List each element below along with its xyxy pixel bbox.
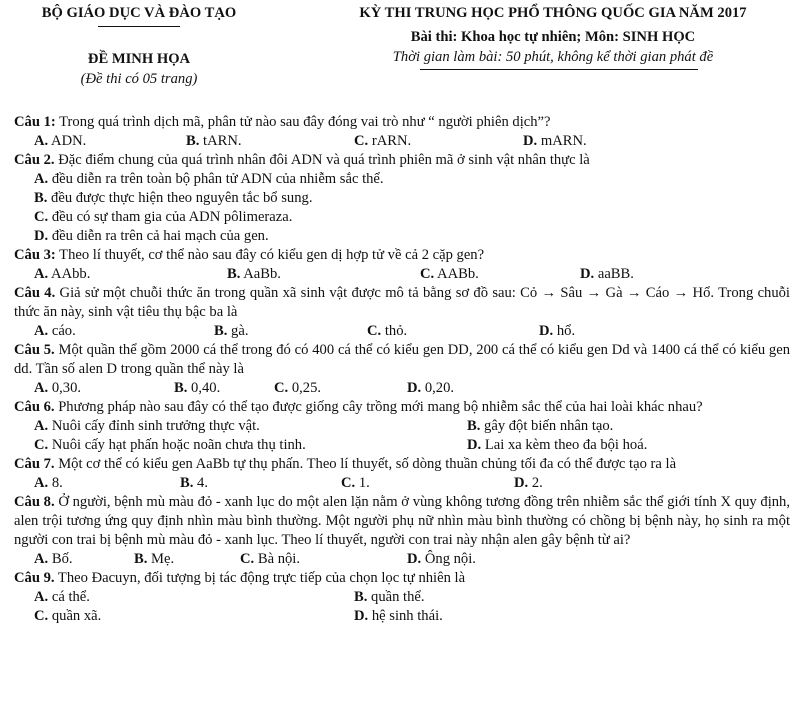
question-2 [14,151,790,246]
question-4 [14,284,790,341]
option-b: B. tARN. [186,133,242,149]
question-5 [14,341,790,398]
option-b: B. AaBb. [227,266,281,282]
option-a: A. cáo. [34,323,76,339]
header-rule-left [98,26,180,27]
question-label: Câu 5. [14,342,55,358]
question-text: Theo lí thuyết, cơ thể nào sau đây có kiểu gen dị hợp tử về cả 2 cặp gen? [55,247,485,263]
question-text: Trong quá trình dịch mã, phân tử nào sau đây đóng vai trò như “ người phiên dịch”? [55,114,551,130]
question-6 [14,398,790,455]
question-text: Ở người, bệnh mù màu đỏ - xanh lục do một alen lặn nằm ở vùng không tương đồng trên nhiễm sắc thể giới tính X quy định, alen trội tương ứng quy định nhìn màu bình thường. Một người phụ nữ nhìn màu bình thường có chồng bị bệnh này, họ sinh ra một người con trai bị bệnh mù màu đỏ - xanh lục. Theo lí thuyết, người con trai này nhận alen gây bệnh từ ai? [14,494,790,548]
option-c: C. đều có sự tham gia của ADN pôlimeraza. [34,209,293,225]
exam-title: KỲ THI TRUNG HỌC PHỔ THÔNG QUỐC GIA NĂM 2017 [359,5,747,21]
question-1 [14,113,790,151]
option-b: B. đều được thực hiện theo nguyên tắc bổ sung. [34,190,313,206]
option-c: C. AABb. [420,266,479,282]
question-text: Giả sử một chuỗi thức ăn trong quần xã sinh vật được mô tả bằng sơ đồ sau: Cỏ → Sâu → Gà → Cáo → Hổ. Trong chuỗi thức ăn này, sinh vật tiêu thụ bậc ba là [14,285,790,320]
exam-subject: Bài thi: Khoa học tự nhiên; Môn: SINH HỌC [410,29,696,45]
question-text: Đặc điểm chung của quá trình nhân đôi ADN và quá trình phiên mã ở sinh vật nhân thực là [54,152,590,168]
question-3 [14,246,790,284]
question-8 [14,493,790,569]
question-text: Một cơ thể có kiểu gen AaBb tự thụ phấn. Theo lí thuyết, số dòng thuần chủng tối đa có thể được tạo ra là [54,456,677,472]
option-d: D. aaBB. [580,266,634,282]
question-text: Phương pháp nào sau đây có thể tạo được giống cây trồng mới mang bộ nhiễm sắc thể của hai loài khác nhau? [54,399,703,415]
option-c: C. rARN. [354,133,412,149]
option-c: C. thỏ. [367,323,408,339]
question-label: Câu 2. [14,152,55,168]
question-7 [14,455,790,493]
option-c: C. Nuôi cấy hạt phấn hoặc noãn chưa thụ tinh. [34,437,306,453]
option-d: D. hổ. [539,323,576,339]
option-a: A. AAbb. [34,266,91,282]
option-d: D. mARN. [523,133,587,149]
option-b: B. 0,40. [174,380,221,396]
question-label: Câu 3: [14,247,56,263]
exam-time: Thời gian làm bài: 50 phút, không kể thời gian phát đề [392,49,714,65]
option-b: B. gà. [214,323,249,339]
question-text: Theo Đacuyn, đối tượng bị tác động trực tiếp của chọn lọc tự nhiên là [54,570,466,586]
document-type: ĐỀ MINH HỌA [87,51,191,67]
option-b: B. gây đột biến nhân tạo. [467,418,614,434]
option-d: D. 2. [514,475,543,491]
option-a: A. Nuôi cấy đỉnh sinh trưởng thực vật. [34,418,260,434]
option-c: C. Bà nội. [240,551,301,567]
questions-list [14,113,790,626]
option-a: A. cá thể. [34,589,90,605]
option-a: A. Bố. [34,551,73,567]
option-b: B. Mẹ. [134,551,175,567]
option-a: A. ADN. [34,133,87,149]
option-b: B. 4. [180,475,208,491]
option-a: A. 0,30. [34,380,82,396]
option-d: D. đều diễn ra trên cả hai mạch của gen. [34,228,269,244]
option-c: C. 0,25. [274,380,322,396]
option-c: C. quần xã. [34,608,102,624]
question-label: Câu 9. [14,570,55,586]
question-label: Câu 8. [14,494,55,510]
header-rule-right [420,69,698,70]
option-b: B. quần thể. [354,589,425,605]
question-label: Câu 7. [14,456,55,472]
option-d: D. hệ sinh thái. [354,608,443,624]
option-d: D. 0,20. [407,380,455,396]
question-label: Câu 6. [14,399,55,415]
option-d: D. Lai xa kèm theo đa bội hoá. [467,437,648,453]
option-a: A. 8. [34,475,63,491]
ministry-name: BỘ GIÁO DỤC VÀ ĐÀO TẠO [41,5,237,21]
question-text: Một quần thể gồm 2000 cá thể trong đó có 400 cá thể có kiểu gen DD, 200 cá thể có kiểu gen Dd và 1400 cá thể có kiểu gen dd. Tần số alen D trong quần thể này là [14,342,790,377]
exam-header [0,4,800,114]
question-label: Câu 4. [14,285,56,301]
question-label: Câu 1: [14,114,56,130]
option-a: A. đều diễn ra trên toàn bộ phân tử ADN của nhiễm sắc thể. [34,171,384,187]
option-d: D. Ông nội. [407,551,476,567]
pages-note: (Đề thi có 05 trang) [80,71,198,87]
option-c: C. 1. [341,475,370,491]
question-9 [14,569,790,626]
